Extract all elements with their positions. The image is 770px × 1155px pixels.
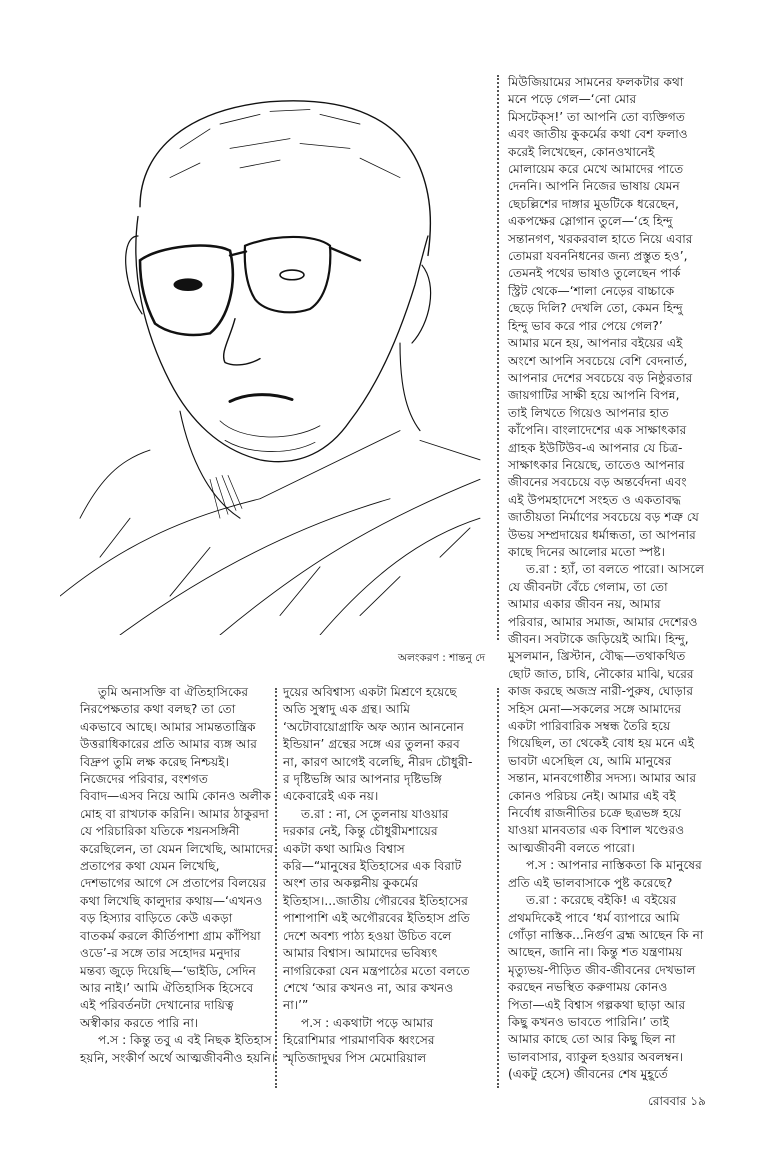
text-line: অংশে আপনি সবচেয়ে বেশি বেদনার্ত,	[508, 353, 688, 368]
text-line: আমার কাছে তো আর কিছু ছিল না	[508, 1032, 676, 1047]
text-line: র দৃষ্টিভঙ্গি আর আপনার দৃষ্টিভঙ্গি	[283, 772, 442, 787]
text-line: বিদ্রুপ তুমি লক্ষ করেছ নিশ্চয়ই।	[80, 754, 229, 769]
column-divider	[275, 688, 277, 1088]
text-line: এবং জাতীয় কুকর্মের কথা বেশ ফলাও	[508, 127, 688, 142]
text-line: আমার মনে হয়, আপনার বইয়ের এই	[508, 336, 683, 351]
text-line: আছেন, জানি না। কিন্তু শত যন্ত্রণাময়	[508, 945, 683, 960]
illustration-credit: অলংকরণ : শান্তনু দে	[398, 652, 485, 664]
text-line: যে পরিচারিকা যতিকে শয়নসঙ্গিনী	[80, 824, 240, 839]
text-line: করেছিলেন, তা যেমন লিখেছি, আমাদের	[80, 841, 274, 856]
text-line: প্রতাপের কথা যেমন লিখেছি,	[80, 859, 220, 874]
text-line: নাগরিকেরা যেন মন্ত্রপাঠের মতো বলতে	[283, 963, 470, 978]
text-line: অংশ তার অকল্পনীয় কুকর্মের	[283, 876, 419, 891]
left-eye	[174, 279, 202, 291]
text-line: সন্তান, মানবগোষ্ঠীর সদস্য। আমার আর	[508, 771, 697, 786]
text-line: ছেড়ে দিলি? দেখলি তো, কেমন হিন্দু	[508, 301, 683, 316]
face-outline	[136, 217, 428, 462]
text-line: দেশভাগের আগে সে প্রতাপের বিলয়ের	[80, 876, 267, 891]
text-line: তাই লিখতে গিয়েও আপনার হাত	[508, 405, 669, 420]
text-line: প্রথমদিকেই পাবে ‘ধর্ম ব্যাপারে আমি	[508, 910, 680, 925]
text-line: স্মৃতিজাদুঘর পিস মেমোরিয়াল	[283, 1050, 427, 1065]
text-line: ত.রা : না, সে তুলনায় যাওয়ার	[301, 806, 449, 821]
text-line: ইন্ডিয়ান’ গ্রন্থের সঙ্গে এর তুলনা করব	[283, 737, 460, 752]
text-line: জীবন। সবটাকে জড়িয়েই আমি। হিন্দু,	[508, 632, 689, 646]
text-line: মোলায়েম করে মেখে আমাদের পাতে	[508, 162, 684, 177]
text-line: যে জীবনটা বেঁচে গেলাম, তা তো	[508, 579, 668, 594]
text-line: দেননি। আপনি নিজের ভাষায় যেমন	[508, 179, 680, 194]
text-line: একটা পারিবারিক সম্বন্ধ তৈরি হয়ে	[508, 719, 671, 734]
text-line: মৃত্যুভয়-পীড়িত জীব-জীবনের দেখভাল	[508, 962, 696, 977]
text-column-3	[508, 74, 748, 1084]
text-line: আমার একার জীবন নয়, আমার	[508, 597, 661, 612]
text-line: গোঁড়া নাস্তিক...নির্গুণ ব্রহ্ম আছেন কি না	[508, 927, 704, 942]
text-line: না।’”	[283, 998, 309, 1013]
text-line: স্ট্রিট থেকে—‘শালা নেড়ের বাচ্চাকে	[508, 283, 675, 298]
hair-outline	[140, 101, 430, 256]
text-line: একেবারেই এক নয়।	[283, 789, 379, 804]
text-line: কাছে দিনের আলোর মতো স্পষ্ট।	[508, 544, 666, 559]
text-line: মনে পড়ে গেল—‘নো মোর	[508, 92, 637, 107]
text-line: হয়নি, সংকীর্ণ অর্থে আত্মজীবনীও হয়নি।	[80, 1050, 276, 1065]
text-line: গিয়েছিল, তা থেকেই বোধ হয় মনে এই	[508, 736, 695, 751]
text-line: তেমনই পথের ভাষাও তুলেছেন পার্ক	[508, 266, 681, 281]
text-line: কাঁপেনি। বাংলাদেশের এক সাক্ষাৎকার	[508, 423, 687, 438]
text-line: ‘অটোবায়োগ্রাফি অফ অ্যান আননোন	[283, 719, 464, 734]
text-line: গ্রাহক ইউটিউব-এ আপনার যে চিত্র-	[508, 440, 683, 455]
text-line: করি—“মানুষের ইতিহাসের এক বিরাট	[283, 859, 462, 874]
text-line: একপক্ষের স্লোগান তুলে—‘হে হিন্দু	[508, 214, 673, 229]
text-line: বড় হিস্যার বাড়িতে কেউ একড়া	[80, 911, 233, 926]
text-line: না, কারণ আগেই বলেছি, নীরদ চৌধুরী-	[283, 754, 473, 769]
right-eye	[280, 270, 304, 280]
text-line: উত্তরাধিকারের প্রতি আমার ব্যঙ্গ আর	[80, 737, 257, 752]
chin-lines	[220, 421, 320, 452]
text-line: হিন্দু ভাব করে পার পেয়ে গেল?’	[508, 318, 663, 333]
neck	[180, 343, 420, 518]
column-divider	[497, 75, 499, 640]
text-line: কোনও পরিচয় নেই। আমার এই বই	[508, 788, 676, 803]
portrait-illustration	[60, 90, 490, 635]
text-line: অতি সুস্বাদু এক গ্রন্থ। আমি	[283, 702, 411, 717]
text-line: যাওয়া মানবতার এক বিশাল খণ্ডেরও	[508, 823, 685, 838]
text-line: মুসলমান, খ্রিস্টান, বৌদ্ধ—তথাকথিত	[508, 649, 686, 664]
text-line: প.স : কিন্তু তবু এ বই নিছক ইতিহাস	[98, 1033, 272, 1048]
nose	[224, 319, 260, 365]
text-line: দুয়ের অবিশ্বাস্য একটা মিশ্রণে হয়েছে	[283, 685, 457, 699]
text-line: কিছু কখনও ভাবতে পারিনি।’ তাই	[508, 1014, 670, 1029]
text-line: আমার বিশ্বাস। আমাদের ভবিষ্যৎ	[283, 946, 438, 961]
text-line: ত.রা : করেছে বইকি! এ বইয়ের	[526, 893, 677, 908]
right-ear	[412, 265, 431, 343]
text-line: একভাবে আছে। আমার সামন্ততান্ত্রিক	[80, 719, 256, 734]
text-line: সন্তানগণ, খরকরবাল হাতে নিয়ে এবার	[508, 231, 693, 246]
text-line: প.স : একথাটা পড়ে আমার	[301, 1015, 434, 1030]
glasses-bridge	[230, 248, 360, 261]
text-line: ভালবাসার, ব্যাকুল হওয়ার অবলম্বন।	[508, 1049, 684, 1064]
text-line: মন্তব্য জুড়ে দিয়েছি—‘ভাইডি, সেদিন	[80, 963, 256, 978]
text-line: একটা কথা আমিও বিশ্বাস	[283, 841, 405, 856]
text-line: পরিবার, আমার সমাজ, আমার দেশেরও	[508, 614, 698, 629]
text-line: নিরপেক্ষতার কথা বলছ? তা তো	[80, 702, 236, 717]
text-line: কাজ করছে অজস্র নারী-পুরুষ, ঘোড়ার	[508, 684, 694, 699]
text-line: মিসটেক্‌স!’ তা আপনি তো ব্যক্তিগত	[508, 109, 686, 124]
text-line: করেই লিখেছেন, কোনওখানেই	[508, 144, 655, 159]
text-line: মিউজিয়ামের সামনের ফলকটার কথা	[508, 75, 684, 89]
text-line: নিজেদের পরিবার, বংশগত	[80, 772, 209, 787]
text-line: তুমি অনাসক্তি বা ঐতিহাসিকের	[98, 685, 249, 699]
text-line: ভাবটা এসেছিল যে, আমি মানুষের	[508, 753, 672, 768]
text-line: আপনার দেশের সবচেয়ে বড় নিষ্ঠুরতার	[508, 370, 693, 385]
column-divider	[497, 688, 499, 1088]
text-line: পাশাপাশি এই অগৌরবের ইতিহাস প্রতি	[283, 911, 470, 926]
page-folio: রোববার ১৯	[648, 1094, 706, 1108]
text-line: জায়গাটির সাক্ষী হয়ে আপনি বিপন্ন,	[508, 388, 680, 403]
hair-strokes	[170, 109, 400, 177]
mouth	[230, 395, 292, 402]
text-line: সাক্ষাৎকার নিয়েছে, তাতেও আপনার	[508, 457, 685, 472]
text-line: আর নাই।’ আমি ঐতিহাসিক হিসেবে	[80, 980, 254, 995]
text-line: প.স : আপনার নাস্তিকতা কি মানুষের	[526, 858, 702, 873]
text-line: আত্মজীবনী বলতে পারো।	[508, 840, 635, 855]
text-line: শেখে ‘আর কখনও না, আর কখনও	[283, 980, 454, 995]
text-line: হিরোশিমার পারমাণবিক ধ্বংসের	[283, 1033, 435, 1048]
text-line: প্রতি এই ভালবাসাকে পুষ্ট করেছে?	[508, 875, 673, 890]
text-line: ছেচল্লিশের দাঙ্গার মুডটিকে ধরেছেন,	[508, 196, 679, 211]
text-line: বাতকর্ম করলে কীর্তিপাশা গ্রাম কাঁপিয়া	[80, 928, 261, 943]
text-line: দরকার নেই, কিন্তু চৌধুরীমশায়ের	[283, 824, 438, 839]
text-line: সহিস মেনা—সকলের সঙ্গে আমাদের	[508, 701, 682, 716]
text-line: ওডে’-র সঙ্গে তার সহোদর মনুদার	[80, 946, 241, 961]
text-line: ত.রা : হ্যাঁ, তা বলতে পারো। আসলে	[526, 562, 705, 577]
text-line: (একটু হেসে) জীবনের শেষ মুহূর্তে	[508, 1067, 668, 1082]
text-column-2	[283, 684, 491, 1067]
text-line: এই উপমহাদেশে সংহত ও একতাবদ্ধ	[508, 492, 681, 507]
text-line: জীবনের সবচেয়ে বড় অন্তর্বেদনা এবং	[508, 475, 687, 490]
glasses-right-lens	[245, 237, 331, 312]
text-line: করছেন নভস্থিত করুণাময় কোনও	[508, 980, 668, 995]
text-line: তোমরা যবননিধনের জন্য প্রস্তুত হও’,	[508, 249, 688, 264]
text-line: ইতিহাস।...জাতীয় গৌরবের ইতিহাসের	[283, 893, 469, 908]
text-line: পিতা—এই বিশ্বাস গল্পকথা ছাড়া আর	[508, 997, 686, 1012]
text-line: দেশে অবশ্য পাঠ্য হওয়া উচিত বলে	[283, 928, 452, 943]
text-line: জাতীয়তা নির্মাণের সবচেয়ে বড় শত্রু যে	[508, 510, 699, 525]
text-line: বিবাদ—এসব নিয়ে আমি কোনও অলীক	[80, 789, 271, 804]
text-line: মোহ বা রাখঢাক করিনি। আমার ঠাকুরদা	[80, 806, 269, 821]
text-line: কথা লিখেছি কালুদার কথায়—‘এখনও	[80, 893, 263, 908]
text-line: উভয় সম্প্রদায়ের ধর্মান্ধতা, তা আপনার	[508, 527, 696, 542]
text-line: নির্বোধ রাজনীতির চক্রে ছত্রভঙ্গ হয়ে	[508, 806, 682, 821]
text-column-1	[80, 684, 276, 1067]
text-line: অস্বীকার করতে পারি না।	[80, 1015, 199, 1030]
text-line: এই পরিবর্তনটা দেখানোর দায়িত্ব	[80, 998, 234, 1013]
text-line: ছোট জাত, চাষি, নৌকোর মাঝি, ঘরের	[508, 666, 694, 681]
